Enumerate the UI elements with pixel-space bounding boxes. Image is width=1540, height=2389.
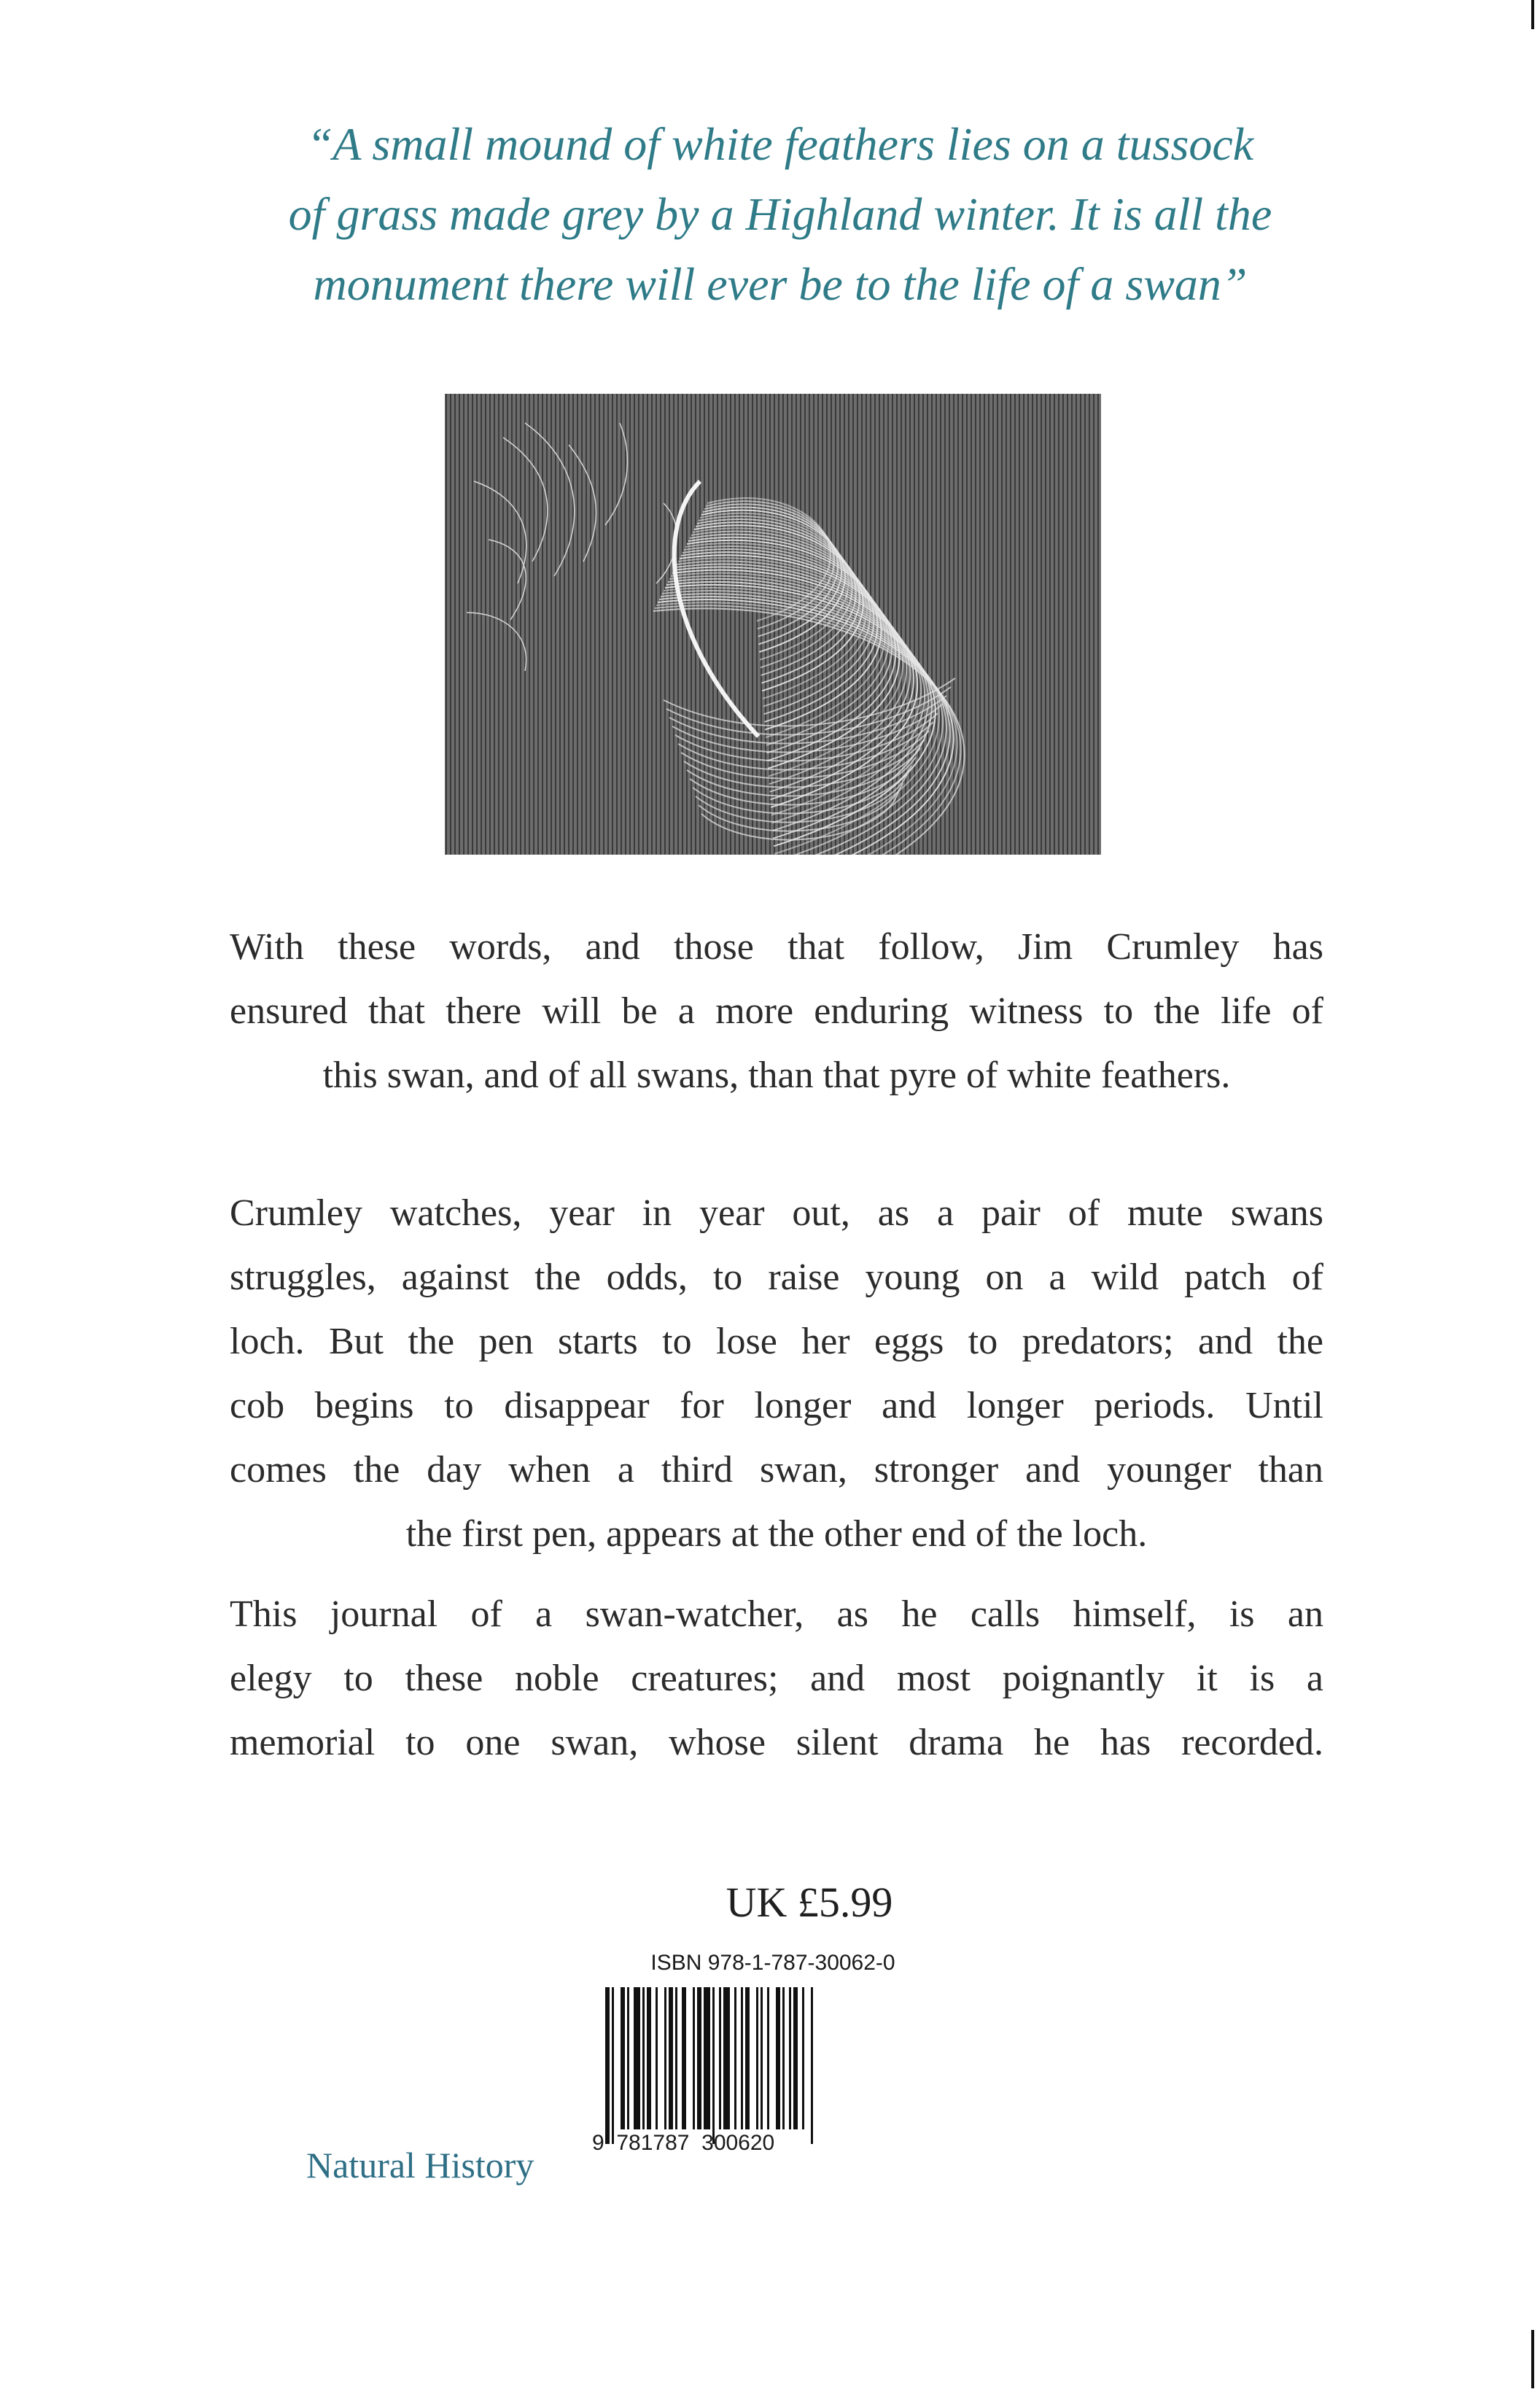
feather-illustration [445, 394, 1101, 855]
barcode-digits: 9 781787 300620 [592, 2131, 775, 2155]
barcode-bar [802, 1987, 804, 2129]
text-line: comes the day when a third swan, stronger and younger than [230, 1449, 1323, 1491]
text-line: elegy to these noble creatures; and most poignantly it is a [230, 1658, 1323, 1699]
barcode-bar [811, 1987, 813, 2144]
barcode-bar [719, 1987, 721, 2129]
barcode-bar [642, 1987, 645, 2129]
barcode-bar [745, 1987, 750, 2129]
description-paragraph-3 [230, 1582, 1323, 1775]
description-paragraph-1 [230, 915, 1323, 1108]
text-line: cob begins to disappear for longer and longer periods. Until [230, 1385, 1323, 1426]
category-label: Natural History [306, 2145, 534, 2186]
barcode-bar [664, 1987, 666, 2129]
pull-quote-line: of grass made grey by a Highland winter. It is all the [288, 188, 1272, 240]
price-label: UK £5.99 [726, 1879, 893, 1926]
barcode-bar [612, 1987, 614, 2144]
text-line: the first pen, appears at the other end of the loch. [405, 1513, 1148, 1555]
barcode-bar [776, 1987, 780, 2129]
barcode-bar [656, 1987, 658, 2129]
pull-quote-line: monument there will ever be to the life of a swan” [313, 258, 1248, 310]
barcode-bar [756, 1987, 758, 2129]
description-paragraph-2 [230, 1181, 1323, 1566]
barcode-bar [669, 1987, 673, 2129]
text-line: memorial to one swan, whose silent drama he has recorded. [230, 1722, 1323, 1763]
barcode-bar [697, 1987, 701, 2129]
text-line: This journal of a swan-watcher, as he calls himself, is an [230, 1593, 1323, 1635]
barcode-bar [782, 1987, 785, 2129]
barcode-bar [734, 1987, 736, 2129]
barcode-bar [723, 1987, 730, 2129]
text-line: loch. But the pen starts to lose her eggs to predators; and the [230, 1321, 1323, 1362]
barcode-bar [647, 1987, 651, 2129]
barcode-bar [704, 1987, 710, 2129]
barcode-bar [767, 1987, 769, 2129]
barcode-bar [634, 1987, 640, 2129]
text-line: Crumley watches, year in year out, as a pair of mute swans [230, 1192, 1323, 1234]
barcode-bar [627, 1987, 629, 2129]
barcode-bar [693, 1987, 695, 2129]
pull-quote [219, 109, 1342, 319]
barcode-bar [793, 1987, 798, 2129]
text-line: ensured that there will be a more enduring witness to the life of [230, 990, 1323, 1032]
text-line: this swan, and of all swans, than that pyre of white feathers. [322, 1054, 1231, 1096]
text-line: struggles, against the odds, to raise young on a wild patch of [230, 1256, 1323, 1298]
barcode-bar [682, 1987, 686, 2129]
barcode-bar [789, 1987, 791, 2129]
text-line: With these words, and those that follow, Jim Crumley has [230, 926, 1323, 968]
barcode-bar [621, 1987, 625, 2129]
barcode-bar [761, 1987, 763, 2129]
isbn-label: ISBN 978-1-787-30062-0 [650, 1951, 895, 1975]
crop-mark-bottom [1531, 2330, 1534, 2388]
barcode-bar [712, 1987, 715, 2144]
barcode-bar [605, 1987, 610, 2144]
crop-mark-top [1531, 0, 1534, 29]
feather-icon [445, 394, 1101, 855]
engraving-background [445, 394, 1101, 855]
barcode [598, 1980, 941, 2155]
pull-quote-line: “A small mound of white feathers lies on a tussock [306, 118, 1254, 170]
barcode-bar [675, 1987, 677, 2129]
barcode-bar [741, 1987, 743, 2129]
